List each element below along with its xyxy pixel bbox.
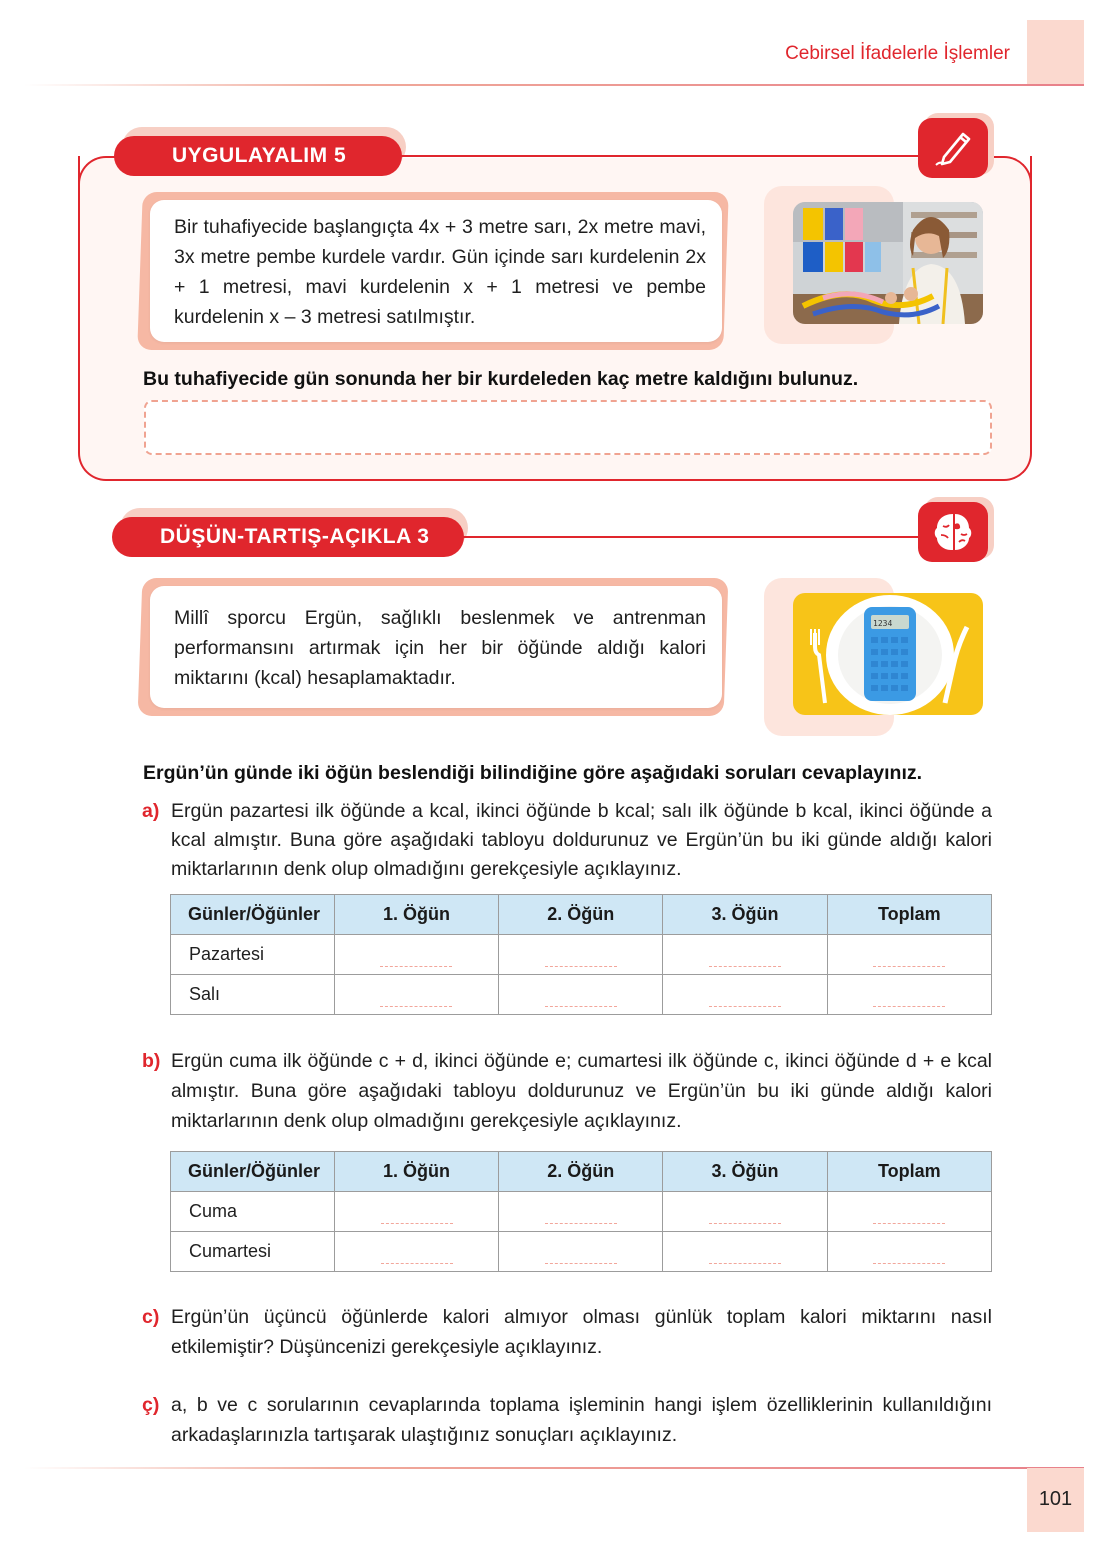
answer-cell[interactable] xyxy=(827,935,991,975)
chapter-title: Cebirsel İfadelerle İşlemler xyxy=(785,43,1010,64)
answer-cell[interactable] xyxy=(827,1232,991,1272)
section1-question: Bu tuhafiyecide gün sonunda her bir kurdeleden kaç metre kaldığını bulunuz. xyxy=(143,368,859,390)
header-divider xyxy=(24,84,1084,86)
table-header-cell: 1. Öğün xyxy=(334,1152,498,1192)
section2-instruction: Ergün’ün günde iki öğün beslendiği bilindiğine göre aşağıdaki soruları cevaplayınız. xyxy=(143,762,923,784)
section2-title: DÜŞÜN-TARTIŞ-AÇIKLA 3 xyxy=(112,517,464,557)
answer-cell[interactable] xyxy=(334,1232,498,1272)
section2-title-line xyxy=(462,536,920,538)
header-tab xyxy=(1027,20,1084,84)
answer-cell[interactable] xyxy=(334,935,498,975)
answer-cell[interactable] xyxy=(499,1232,663,1272)
table-b xyxy=(170,1151,992,1272)
answer-cell[interactable] xyxy=(663,1232,827,1272)
table-row xyxy=(171,1192,992,1232)
item-c-label: c) xyxy=(142,1306,160,1328)
item-cc-text: a, b ve c sorularının cevaplarında toplama işleminin hangi işlem özelliklerinin kullanıldığını arkadaşlarınızla tartışarak ulaştığınız sonuçları açıklayınız. xyxy=(171,1394,992,1446)
pencil-icon xyxy=(918,118,988,178)
table-header-cell: Toplam xyxy=(827,1152,991,1192)
answer-cell[interactable] xyxy=(499,975,663,1015)
answer-cell[interactable] xyxy=(499,935,663,975)
section1-title: UYGULAYALIM 5 xyxy=(114,136,402,176)
answer-cell[interactable] xyxy=(827,1192,991,1232)
footer-divider xyxy=(24,1467,1084,1469)
haberdashery-photo xyxy=(793,202,983,324)
table-row xyxy=(171,975,992,1015)
row-label: Pazartesi xyxy=(171,935,335,975)
row-label: Cuma xyxy=(171,1192,335,1232)
answer-cell[interactable] xyxy=(663,1192,827,1232)
answer-cell[interactable] xyxy=(663,975,827,1015)
table-header-cell: Günler/Öğünler xyxy=(171,895,335,935)
answer-cell[interactable] xyxy=(334,975,498,1015)
table-a xyxy=(170,894,992,1015)
table-header-cell: 1. Öğün xyxy=(334,895,498,935)
item-b-text: Ergün cuma ilk öğünde c + d, ikinci öğünde e; cumartesi ilk öğünde c, ikinci öğünde d + e kcal almıştır. Buna göre aşağıdaki tabloyu doldurunuz ve Ergün’ün bu iki günde aldığı kalori miktarlarının denk olup olmadığını gerekçesiyle açıklayınız. xyxy=(171,1050,992,1132)
answer-cell[interactable] xyxy=(499,1192,663,1232)
answer-cell[interactable] xyxy=(827,975,991,1015)
table-header-cell: 3. Öğün xyxy=(663,1152,827,1192)
table-row xyxy=(171,1232,992,1272)
answer-cell[interactable] xyxy=(663,935,827,975)
svg-text:1234: 1234 xyxy=(873,619,893,628)
table-header-cell: 3. Öğün xyxy=(663,895,827,935)
answer-cell[interactable] xyxy=(334,1192,498,1232)
row-label: Cumartesi xyxy=(171,1232,335,1272)
item-a-label: a) xyxy=(142,800,160,822)
section2-story-text: Millî sporcu Ergün, sağlıklı beslenmek ve antrenman performansını artırmak için her bir öğünde aldığı kalori miktarını (kcal) hesaplamaktadır. xyxy=(174,607,706,689)
calculator-plate-photo xyxy=(793,593,983,715)
table-row xyxy=(171,935,992,975)
section1-story-text: Bir tuhafiyecide başlangıçta 4x + 3 metre sarı, 2x metre mavi, 3x metre pembe kurdele vardır. Gün içinde sarı kurdelenin 2x + 1 metresi, mavi kurdelenin x + 1 metresi ve pembe kurdelenin x – 3 metresi satılmıştır. xyxy=(174,216,706,328)
section1-answer-box[interactable] xyxy=(144,400,992,455)
row-label: Salı xyxy=(171,975,335,1015)
brain-puzzle-icon xyxy=(918,502,988,562)
table-header-cell: 2. Öğün xyxy=(499,895,663,935)
item-c-text: Ergün’ün üçüncü öğünlerde kalori almıyor olması günlük toplam kalori miktarını nasıl etkilemiştir? Düşüncenizi gerekçesiyle açıklayınız. xyxy=(171,1306,992,1358)
item-cc-label: ç) xyxy=(142,1394,160,1416)
section1-title-line xyxy=(400,155,920,157)
table-header-cell: 2. Öğün xyxy=(499,1152,663,1192)
table-header-cell: Günler/Öğünler xyxy=(171,1152,335,1192)
page-number: 101 xyxy=(1038,1488,1073,1510)
table-header-cell: Toplam xyxy=(827,895,991,935)
item-b-label: b) xyxy=(142,1050,161,1072)
item-a-text: Ergün pazartesi ilk öğünde a kcal, ikinci öğünde b kcal; salı ilk öğünde b kcal, ikinci öğünde a kcal almıştır. Buna göre aşağıdaki tabloyu doldurunuz ve Ergün’ün bu iki günde aldığı kalori miktarlarının denk olup olmadığını gerekçesiyle açıklayınız. xyxy=(171,800,992,880)
table-header-row xyxy=(171,895,992,935)
table-header-row xyxy=(171,1152,992,1192)
